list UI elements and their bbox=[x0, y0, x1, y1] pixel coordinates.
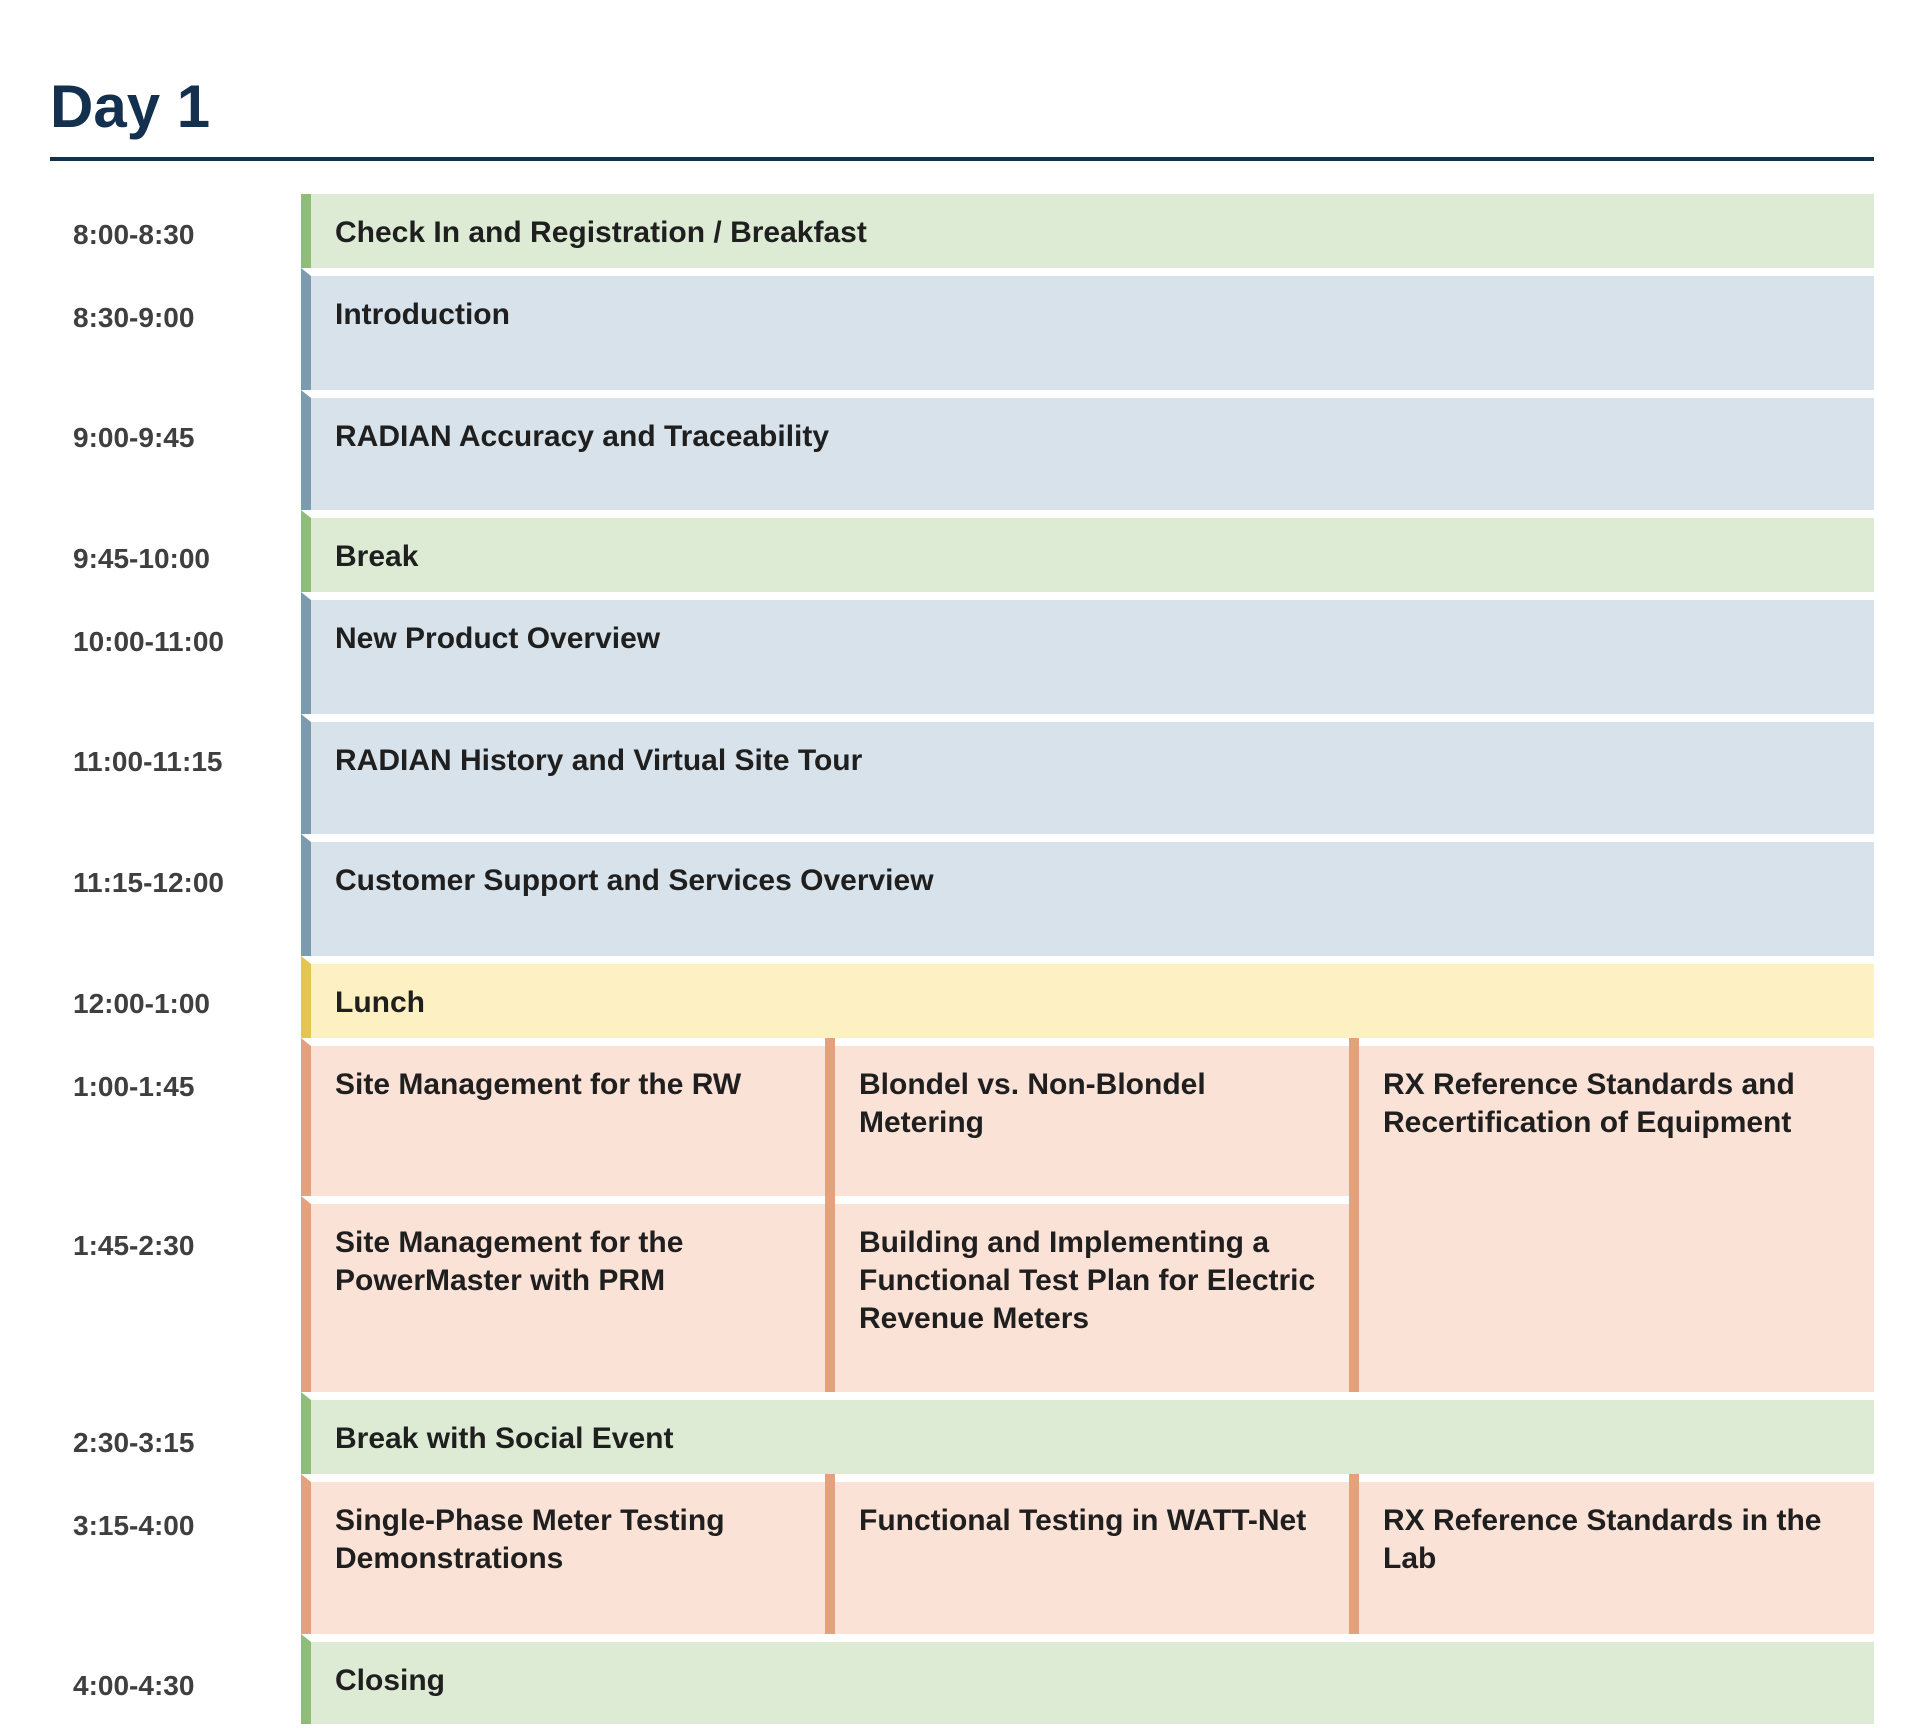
session-title: Introduction bbox=[335, 298, 510, 331]
session-new-product bbox=[301, 592, 1874, 714]
column-divider bbox=[825, 1474, 835, 1642]
session-title: Site Management for the RW bbox=[335, 1068, 742, 1101]
session-title: RX Reference Standards in the Lab bbox=[1383, 1504, 1822, 1575]
session-title: Single-Phase Meter Testing Demonstrations bbox=[335, 1504, 725, 1575]
session-closing bbox=[301, 1634, 1874, 1724]
session-site-rw bbox=[301, 1038, 825, 1196]
time-slot: 8:00-8:30 bbox=[73, 219, 195, 250]
time-slot: 9:00-9:45 bbox=[73, 422, 195, 453]
session-single-phase bbox=[301, 1474, 825, 1634]
session-title: RX Reference Standards and Recertification of Equipment bbox=[1383, 1068, 1795, 1139]
session-introduction bbox=[301, 268, 1874, 390]
session-title: Building and Implementing a Functional Test Plan for Electric Revenue Meters bbox=[859, 1226, 1316, 1335]
session-site-powermaster bbox=[301, 1196, 825, 1392]
session-title: Break bbox=[335, 540, 419, 573]
session-watt-net bbox=[835, 1474, 1349, 1634]
time-slot: 2:30-3:15 bbox=[73, 1427, 195, 1458]
column-divider bbox=[1349, 1038, 1359, 1400]
session-title: RADIAN Accuracy and Traceability bbox=[335, 420, 830, 453]
time-slot: 10:00-11:00 bbox=[73, 626, 225, 657]
title-divider bbox=[50, 157, 1874, 161]
session-title: New Product Overview bbox=[335, 622, 661, 655]
time-slot: 1:45-2:30 bbox=[73, 1230, 195, 1261]
session-title: Blondel vs. Non-Blondel Metering bbox=[859, 1068, 1206, 1139]
day-title: Day 1 bbox=[50, 73, 211, 140]
session-history bbox=[301, 714, 1874, 834]
session-title: RADIAN History and Virtual Site Tour bbox=[335, 744, 863, 777]
session-functional-test-plan bbox=[835, 1196, 1349, 1392]
time-slot: 11:15-12:00 bbox=[73, 867, 225, 898]
session-title: Break with Social Event bbox=[335, 1422, 674, 1455]
session-title: Lunch bbox=[335, 986, 425, 1019]
session-title: Customer Support and Services Overview bbox=[335, 864, 934, 897]
session-break bbox=[301, 510, 1874, 592]
time-slot: 4:00-4:30 bbox=[73, 1670, 195, 1701]
session-accuracy bbox=[301, 390, 1874, 510]
session-title: Closing bbox=[335, 1664, 445, 1697]
session-break-social bbox=[301, 1392, 1874, 1474]
time-slot: 3:15-4:00 bbox=[73, 1510, 195, 1541]
session-support bbox=[301, 834, 1874, 956]
session-rx-recertification bbox=[1359, 1038, 1874, 1392]
session-rx-lab bbox=[1359, 1474, 1874, 1634]
time-slot: 1:00-1:45 bbox=[73, 1071, 195, 1102]
time-slot: 9:45-10:00 bbox=[73, 543, 210, 574]
session-blondel bbox=[835, 1038, 1349, 1196]
session-title: Check In and Registration / Breakfast bbox=[335, 216, 867, 249]
session-title: Site Management for the PowerMaster with PRM bbox=[335, 1226, 684, 1297]
time-slot: 8:30-9:00 bbox=[73, 302, 195, 333]
time-slot: 11:00-11:15 bbox=[73, 746, 223, 777]
session-checkin bbox=[301, 194, 1874, 268]
column-divider bbox=[1349, 1474, 1359, 1642]
time-slot: 12:00-1:00 bbox=[73, 988, 210, 1019]
session-lunch bbox=[301, 956, 1874, 1038]
column-divider bbox=[825, 1038, 835, 1400]
session-title: Functional Testing in WATT-Net bbox=[859, 1504, 1307, 1537]
